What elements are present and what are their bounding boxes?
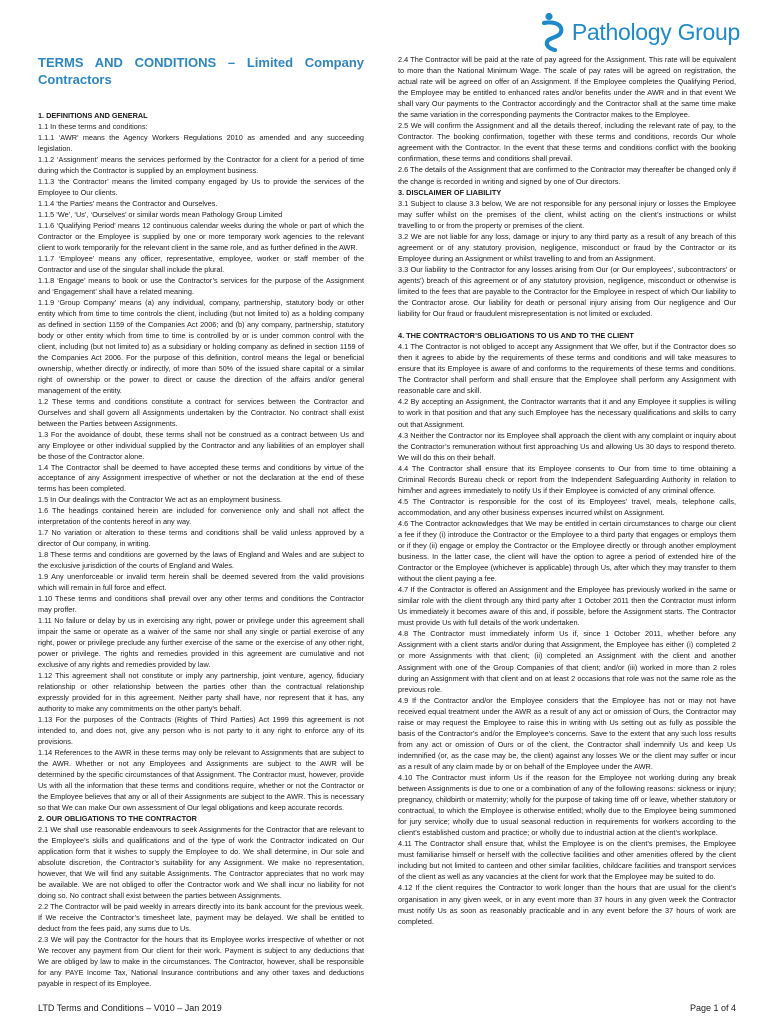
clause-paragraph: 4.3 Neither the Contractor nor its Employee shall approach the client with any complaint or inquiry about the Contractor’s remuneration without first approaching Us and allowing Us 30 days to respond thereto. We will do this on their behalf. (398, 430, 736, 462)
clause-paragraph: 1.1.5 ‘We’, ‘Us’, ‘Ourselves’ or similar words mean Pathology Group Limited (38, 209, 283, 219)
section-spacer (398, 319, 736, 330)
clause-paragraph: 1.1.2 ‘Assignment’ means the services performed by the Contractor for a client for a period of time during which the Contractor is supplied by an employment business. (38, 154, 364, 175)
clause-paragraph: 1.12 This agreement shall not constitute or imply any partnership, joint venture, agency, fiduciary relationship or other relationship between the parties other than the contractual relationship expressly provided for in this agreement. Neither party shall have, nor represent that it has, any authority to make any commitments on the other party’s behalf. (38, 671, 364, 714)
right-column-content (398, 54, 736, 927)
clause-paragraph: 1.1.1 ‘AWR’ means the Agency Workers Regulations 2010 as amended and any succeeding legislation. (38, 132, 364, 153)
clause-paragraph: 2.6 The details of the Assignment that are confirmed to the Contractor may thereafter be changed only if the change is recorded in writing and signed by one of Our directors. (398, 165, 736, 186)
clause-paragraph: 1.8 These terms and conditions are governed by the laws of England and Wales and are subject to the exclusive jurisdiction of the courts of England and Wales. (38, 550, 364, 571)
pathology-group-logo (541, 10, 740, 54)
clause-paragraph: 1.4 The Contractor shall be deemed to have accepted these terms and conditions by virtue of the acceptance of any Assignment irrespective of whether or not the declaration at the end of these terms has been completed. (38, 462, 364, 494)
title-line-1: TERMS AND CONDITIONS – Limited Company (38, 55, 364, 70)
title-line-2: Contractors (38, 72, 112, 87)
clause-paragraph: 1.11 No failure or delay by us in exercising any right, power or privilege under this agreement shall impair the same or operate as a waiver of the same nor shall any single or partial exercise of any right, power or privilege preclude any further exercise of the same or the exercise of any other right, power or privilege. The rights and remedies provided in this agreement are cumulative and not exclusive of any rights and remedies provided by law. (38, 616, 364, 670)
clause-paragraph: 1.10 These terms and conditions shall prevail over any other terms and conditions the Contractor may proffer. (38, 594, 364, 615)
clause-paragraph: 1.2 These terms and conditions constitute a contract for services between the Contractor and Ourselves and shall govern all Assignments undertaken by the Contractor. No contract shall exist between the Parties between Assignments. (38, 396, 364, 428)
clause-paragraph: 4.4 The Contractor shall ensure that its Employee consents to Our from time to time obtaining a Criminal Records Bureau check or report from the Independent Safeguarding Authority in relation to him/her and agrees immediately to notify Us if their Employee is convicted of any criminal offence. (398, 463, 736, 495)
clause-paragraph: 1.1.7 ‘Employee’ means any officer, representative, employee, worker or staff member of the Contractor and use of the singular shall include the plural. (38, 253, 364, 274)
clause-paragraph: 2.2 The Contractor will be paid weekly in arrears directly into its bank account for the previous week. If We receive the Contractor’s timesheet late, payment may be delayed. We shall be entitled to deduct from the fees paid, any sums due to Us. (38, 901, 364, 933)
left-column-content (38, 111, 364, 990)
clause-paragraph: 4.12 If the client requires the Contractor to work longer than the hours that are usual for the client’s organisation in any given week, or in any event more than 37 hours in any given week the Contractor must notify Us as soon as reasonably practicable and in any event before the 37 hours of work are completed. (398, 883, 736, 926)
clause-paragraph: 1.5 In Our dealings with the Contractor We act as an employment business. (38, 495, 283, 505)
clause-paragraph: 1.9 Any unenforceable or invalid term herein shall be deemed severed from the valid provisions which will remain in full force and effect. (38, 572, 364, 593)
clause-paragraph: 1.7 No variation or alteration to these terms and conditions shall be valid unless approved by a director of Our company, in writing. (38, 528, 364, 549)
pathology-group-logo-icon (541, 12, 567, 52)
clause-paragraph: 1.1 In these terms and conditions: (38, 121, 148, 131)
right-column (398, 54, 736, 927)
clause-paragraph: 4.6 The Contractor acknowledges that We may be entitled in certain circumstances to charge our client a fee if they (i) introduce the Contractor or the Employee to a third party that engages or employs them or if they (ii) engage or employ the Contractor or the Employee directly or through another employment business. In the latter case, the client will have the option to agree a period of extended hire of the Contractor or the Employee (whichever is applicable) through Us, after which they may transfer to them without the client paying a fee. (398, 518, 736, 584)
clause-paragraph: 3.2 We are not liable for any loss, damage or injury to any third party as a result of any breach of this agreement or of any statutory provision, negligence, misconduct or fraud by the Contractor or its Employee during an Assignment or whilst travelling to and from an Assignment. (398, 231, 736, 263)
clause-paragraph: 4.7 If the Contractor is offered an Assignment and the Employee has previously worked in the same or similar role with the client through any third party after 1 October 2011 then the Contractor must inform Us immediately it becomes aware of this and, if possible, before the Assignment starts. The Contractor must provide Us with full details of the work undertaken. (398, 585, 736, 628)
clause-paragraph: 4.8 The Contractor must immediately inform Us if, since 1 October 2011, whether before any Assignment with a client starts and/or during that Assignment, the Employee has either (i) completed 2 or more Assignments with that client; (ii) completed an Assignment with the client and another Assignment with one of the Group Companies of that client; and/or (iii) worked in more than 2 roles during an Assignment with that client and on at least 2 occasions that role was not the same role as the previous role. (398, 629, 736, 694)
clause-paragraph: 3.3 Our liability to the Contractor for any losses arising from Our (or Our employees’, subcontractors’ or agents’) breach of this agreement or of any statutory provision, negligence, misconduct or otherwise is limited to the fees that are payable to the Contractor for the Employee in respect of which Our liability to the Contractor arose. Our liability for death or personal injury arising from Our negligence and Our liability for Our fraud or fraudulent misrepresentation is not limited or excluded. (398, 264, 736, 319)
section-heading: 3. DISCLAIMER OF LIABILITY (398, 187, 502, 197)
clause-paragraph: 2.3 We will pay the Contractor for the hours that its Employee works irrespective of whether or not We recover any payment from Our client for their work. Payment is subject to any deductions that We are obliged by law to make in the circumstances. The Contractor, however, shall be responsible for any PAYE Income Tax, National Insurance contributions and any other taxes and deductions payable in respect of its Employee. (38, 934, 364, 988)
clause-paragraph: 1.1.4 ‘the Parties’ means the Contractor and Ourselves. (38, 198, 218, 208)
clause-paragraph: 4.5 The Contractor is responsible for the cost of its Employees’ travel, meals, telephone calls, accommodation, and any other business expenses incurred whilst on Assignment. (398, 496, 736, 517)
clause-paragraph: 4.9 If the Contractor and/or the Employee considers that the Employee has not or may not have received equal treatment under the AWR as a result of any act or omission of Ours, the Contractor may raise or may request the Employee to raise this in writing with Us setting out as fully as possible the basis of the Contractor’s and/or the Employee’s concerns. Save to the extent that any such loss results from any act or omission of Ours or of the client, the Contractor shall indemnify Us and keep Us indemnified (or, as the case may be, the client) against any losses We or the client may suffer or incur as a result of any claim made by or on behalf of the Employee under the AWR. (398, 695, 736, 771)
clause-paragraph: 2.4 The Contractor will be paid at the rate of pay agreed for the Assignment. This rate will be equivalent to more than the National Minimum Wage. The scale of pay rates will be agreed on registration, the actual rate will be agreed on offer of an Assignment. If the Employee completes the Qualifying Period, the Employee may be entitled to enhanced rates and/or benefits under the AWR and in that event We shall vary Our payments to the Contractor accordingly and the Contractor shall at the same time make the same variation in the corresponding payments the Contractor makes to the Employee. (398, 55, 736, 120)
section-heading: 2. OUR OBLIGATIONS TO THE CONTRACTOR (38, 814, 197, 823)
clause-paragraph: 4.2 By accepting an Assignment, the Contractor warrants that it and any Employee it supplies is willing to work in that position and that any such Employee has the necessary qualifications and skills to carry out that Assignment. (398, 397, 736, 429)
clause-paragraph: 1.1.9 ‘Group Company’ means (a) any individual, company, partnership, statutory body or other entity which from time to time controls the client, including (but not limited to) as a holding company as defined in section 1159 of the Companies Act 2006; and (b) any company, partnership, statutory body or other entity which from time to time is controlled by or is under common control with the client, including (but not limited to) as a subsidiary or holding company as defined in section 1159 of the Companies Act 2006. For the purpose of this definition, control means the legal or beneficial ownership, whether directly or indirectly, of more than 50% of the issued share capital or a similar right of ownership or the power to direct or cause the direction of the affairs and/or general management of the entity. (38, 297, 364, 395)
clause-paragraph: 1.6 The headings contained herein are included for convenience only and shall not affect the interpretation of the contents hereof in any way. (38, 506, 364, 527)
logo-text: Pathology Group (571, 18, 740, 45)
clause-paragraph: 1.13 For the purposes of the Contracts (Rights of Third Parties) Act 1999 this agreement is not intended to, and does not, give any person who is not party to it any right to enforce any of its provisions. (38, 715, 364, 747)
left-column (38, 54, 364, 990)
page-number: Page 1 of 4 (689, 1003, 736, 1013)
clause-paragraph: 4.10 The Contractor must inform Us if the reason for the Employee not working during any break between Assignments is due to one or a combination of any of the following reasons: sickness or injury; pregnancy, childbirth or maternity; wholly for the purpose of taking time off or leave, whether statutory or contractual, to which the Employee is otherwise entitled; wholly due to the Employee being summoned for jury service; wholly due to usual seasonal reduction in requirements for workers according to the client’s established custom and practice; or wholly due to industrial action at the client’s workplace. (398, 773, 736, 838)
clause-paragraph: 1.1.8 ‘Engage’ means to book or use the Contractor’s services for the purpose of the Assignment and ‘Engagement’ shall have a related meaning. (38, 275, 364, 296)
clause-paragraph: 3.1 Subject to clause 3.3 below, We are not responsible for any personal injury or losses the Employee may suffer whilst on the premises of the client, whilst acting on the client’s instructions or whilst travelling to or from the property or premises of the client. (398, 198, 736, 230)
footer-version: LTD Terms and Conditions – V010 – Jan 2019 (38, 1003, 222, 1013)
clause-paragraph: 1.3 For the avoidance of doubt, these terms shall not be construed as a contract between Us and any Employee or other individual supplied by the Contractor and any liabilities of an employer shall be those of the Contractor alone. (38, 429, 364, 461)
section-heading: 1. DEFINITIONS AND GENERAL (38, 111, 148, 120)
clause-paragraph: 2.1 We shall use reasonable endeavours to seek Assignments for the Contractor that are relevant to the Employee’s skills and qualifications and of the type of work the Contractor indicated on Our application form that it wishes to supply the Employee to do. We shall determine, in Our sole and absolute discretion, the Contractor’s suitability for any Assignment. We make no representation, however, that We will find any suitable Assignments. The Contractor appreciates that no work may be available. We are not obliged to offer the Contractor work and We shall incur no liability for not doing so. No contract shall exist between the parties between Assignments. (38, 824, 364, 900)
clause-paragraph: 1.14 References to the AWR in these terms may only be relevant to Assignments that are subject to the AWR. Whether or not any Employees and Assignments are subject to the AWR will be determined by the specific circumstances of that Assignment. The Contractor must, however, provide Us with all the information that these terms and conditions require, whether or not the Contractor or the Employee believes that any or all of their Assignments are subject to the AWR. This is necessary so that We can make Our own assessment of Our legal obligations and keep accurate records. (38, 748, 364, 813)
section-heading: 4. THE CONTRACTOR’S OBLIGATIONS TO US AND TO THE CLIENT (398, 331, 634, 341)
clause-paragraph: 4.11 The Contractor shall ensure that, whilst the Employee is on the client’s premises, the Employee must familiarise himself or herself with the collective facilities and other amenities offered by the client including but not limited to canteen and other similar facilities, childcare facilities and transport services of the client as well as any vacancies at the client for work that the Employee may be suited to do. (398, 839, 736, 882)
document-title (38, 54, 364, 88)
clause-paragraph: 2.5 We will confirm the Assignment and all the details thereof, including the relevant rate of pay, to the Contractor. The booking confirmation, together with these terms and conditions, records Our whole agreement with the Contractor. In the event that these terms and conditions conflict with the booking confirmation, these terms and conditions shall prevail. (398, 121, 736, 164)
clause-paragraph: 1.1.6 ‘Qualifying Period’ means 12 continuous calendar weeks during the whole or part of which the Contractor or the Employee is supplied by one or more temporary work agencies to the relevant client to work temporarily for the relevant client in the same role, and as further defined in the AWR. (38, 220, 364, 252)
clause-paragraph: 1.1.3 ‘the Contractor’ means the limited company engaged by Us to provide the services of the Employee to Our clients. (38, 176, 364, 197)
clause-paragraph: 4.1 The Contractor is not obliged to accept any Assignment that We offer, but if the Contractor does so then it agrees to abide by the requirements of these terms and conditions and will take measures to ensure that its Employee is aware of and conforms to the requirements of these terms and conditions. The Contractor shall perform and shall ensure that the Employee shall perform any Assignment with reasonable care and skill. (398, 342, 736, 396)
